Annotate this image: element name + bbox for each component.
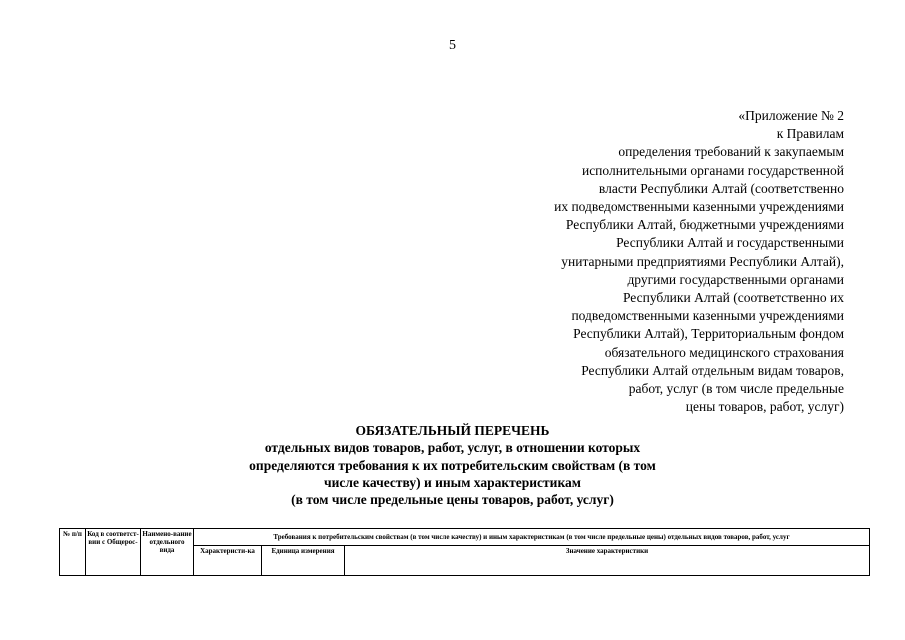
appendix-line: работ, услуг (в том числе предельные xyxy=(628,381,844,397)
appendix-line: власти Республики Алтай (соответственно xyxy=(598,180,844,196)
document-title xyxy=(0,422,905,508)
appendix-line: Республики Алтай, бюджетными учреждениями xyxy=(565,217,844,233)
appendix-heading xyxy=(480,107,844,416)
title-line: (в том числе предельные цены товаров, работ, услуг) xyxy=(291,492,614,508)
appendix-line: унитарными предприятиями Республики Алтай), xyxy=(561,253,844,269)
appendix-line: обязательного медицинского страхования xyxy=(604,344,844,360)
title-line: ОБЯЗАТЕЛЬНЫЙ ПЕРЕЧЕНЬ xyxy=(355,423,550,438)
col-header-value: Значение характеристики xyxy=(345,546,870,576)
title-line: определяются требования к их потребительским свойствам (в том xyxy=(249,457,656,473)
appendix-line: Республики Алтай), Территориальным фондом xyxy=(573,326,844,342)
col-header-unit: Единица измерения xyxy=(262,546,345,576)
col-header-requirements: Требования к потребительским свойствам (в том числе качеству) и иным характеристикам (в том числе предельные цены) отдельных видов товаров, работ, услуг xyxy=(194,529,870,546)
appendix-line: их подведомственными казенными учреждениями xyxy=(554,199,844,215)
title-line: отдельных видов товаров, работ, услуг, в отношении которых xyxy=(264,440,641,456)
col-header-characteristic: Характеристи-ка xyxy=(194,546,262,576)
appendix-line: цены товаров, работ, услуг) xyxy=(685,399,844,415)
requirements-table xyxy=(59,528,870,576)
appendix-line: «Приложение № 2 xyxy=(738,108,844,123)
page-number: 5 xyxy=(449,38,456,53)
title-line: числе качеству) и иным характеристикам xyxy=(324,474,581,490)
appendix-line: Республики Алтай (соответственно их xyxy=(622,290,844,306)
col-header-name: Наимено-вание отдельного вида xyxy=(141,529,194,576)
appendix-line: Республики Алтай отдельным видам товаров, xyxy=(581,362,844,378)
appendix-line: подведомственными казенными учреждениями xyxy=(571,308,844,324)
col-header-number: № п/п xyxy=(60,529,86,576)
appendix-line: Республики Алтай и государственными xyxy=(616,235,844,251)
appendix-line: определения требований к закупаемым xyxy=(618,144,844,160)
col-header-code: Код в соответст-вии с Общерос- xyxy=(86,529,141,576)
appendix-line: другими государственными органами xyxy=(627,271,844,287)
appendix-line: к Правилам xyxy=(776,126,844,142)
appendix-line: исполнительными органами государственной xyxy=(581,162,844,178)
